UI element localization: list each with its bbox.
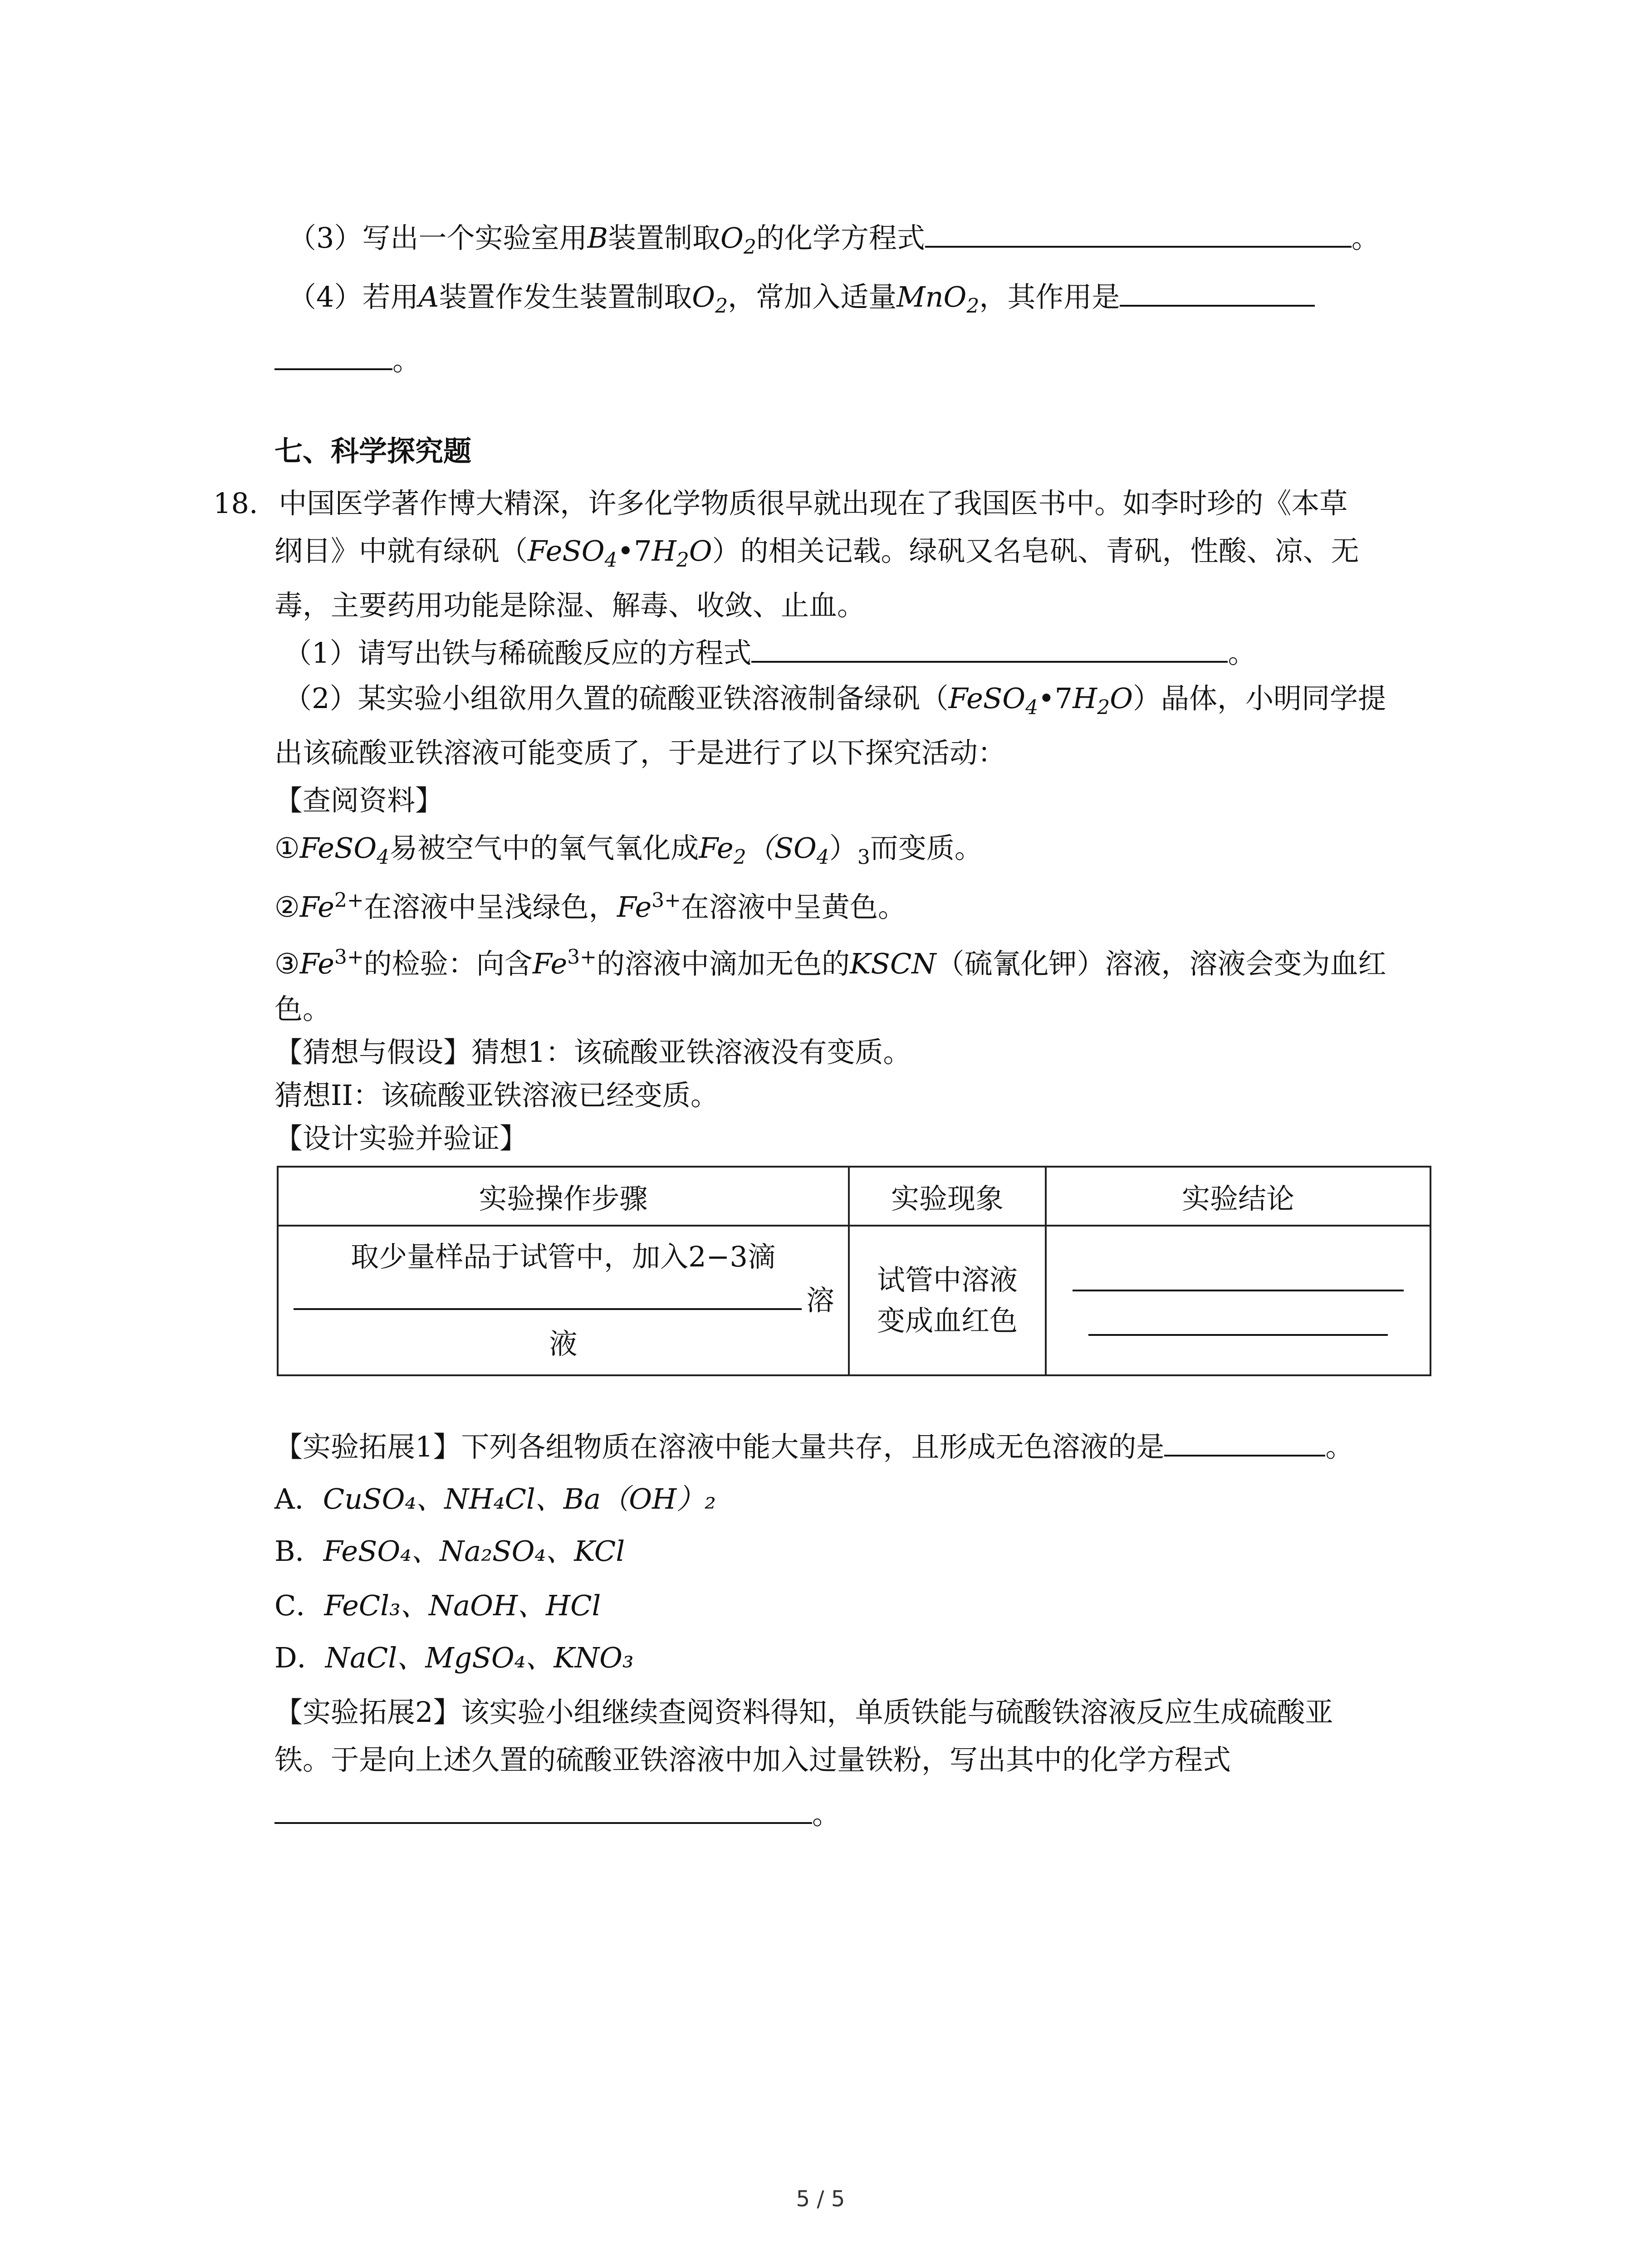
hypothesis-1: 【猜想与假设】猜想1：该硫酸亚铁溶液没有变质。	[274, 1036, 911, 1069]
q17-item3: （3）写出一个实验室用B装置制取$O_2$的化学方程式 。	[288, 221, 1380, 259]
page-number: 5 / 5	[796, 2186, 845, 2212]
option-c: C．FeCl₃、NaOH、HCl	[274, 1589, 601, 1622]
table-header: 实验现象	[849, 1167, 1046, 1226]
section-title: 七、科学探究题	[274, 435, 472, 468]
research-item-1: ①FeSO$_4$易被空气中的氧气氧化成$Fe_2(SO_4)_3$而变质。	[274, 831, 983, 869]
table-cell-step: 取少量样品于试管中，加入2−3滴 溶 液	[278, 1226, 849, 1375]
q18-part2-line2: 出该硫酸亚铁溶液可能变质了，于是进行了以下探究活动：	[274, 736, 1006, 769]
hypothesis-2: 猜想II：该硫酸亚铁溶液已经变质。	[274, 1079, 719, 1112]
table-header-row	[278, 1167, 1430, 1226]
research-item-3: $③Fe^{3+}$的检验：向含$Fe^{3+}$的溶液中滴加无色的KSCN（硫氰化钾）溶液，溶液会变为血红	[274, 945, 1386, 980]
table-header: 实验结论	[1046, 1167, 1430, 1226]
research-item-3-cont: 色。	[274, 992, 331, 1026]
research-title: 【查阅资料】	[274, 784, 444, 817]
answer-blank[interactable]	[1073, 1265, 1404, 1291]
answer-blank[interactable]	[1088, 1310, 1388, 1336]
q18-intro-line3: 毒，主要药用功能是除湿、解毒、收敛、止血。	[274, 589, 866, 622]
answer-blank[interactable]	[1120, 279, 1315, 307]
design-title: 【设计实验并验证】	[274, 1122, 528, 1155]
q18-intro-line1: 18. 中国医学著作博大精深，许多化学物质很早就出现在了我国医书中。如李时珍的《本草	[213, 487, 1348, 520]
answer-blank[interactable]	[925, 220, 1352, 248]
research-item-2: $②Fe^{2+}$在溶液中呈浅绿色，$Fe^{3+}$在溶液中呈黄色。	[274, 889, 906, 924]
option-b: B．FeSO₄、Na₂SO₄、KCl	[274, 1535, 625, 1568]
table-row	[278, 1226, 1430, 1375]
ext1-stem: 【实验拓展1】下列各组物质在溶液中能大量共存，且形成无色溶液的是 。	[274, 1430, 1354, 1463]
ext2-line1: 【实验拓展2】该实验小组继续查阅资料得知，单质铁能与硫酸铁溶液反应生成硫酸亚	[274, 1696, 1333, 1729]
ext2-line2: 铁。于是向上述久置的硫酸亚铁溶液中加入过量铁粉，写出其中的化学方程式	[274, 1743, 1231, 1776]
q17-item4-cont: 。	[274, 342, 421, 379]
table-cell-phenomenon: 试管中溶液 变成血红色	[849, 1226, 1046, 1375]
ext2-answer: 。	[274, 1796, 840, 1833]
table-header: 实验操作步骤	[278, 1167, 849, 1226]
q17-item4: （4）若用A装置作发生装置制取$O_2$，常加入适量MnO$_2$，其作用是	[288, 279, 1315, 315]
answer-blank[interactable]	[751, 635, 1228, 663]
q18-part2-line1: （2）某实验小组欲用久置的硫酸亚铁溶液制备绿矾$(FeSO_4•7H_2O)$晶体，小明同学提	[284, 682, 1386, 719]
option-d: D．NaCl、MgSO₄、KNO₃	[274, 1641, 634, 1674]
q18-intro-line2: 纲目》中就有绿矾$(FeSO_4•7H_2O)$的相关记载。绿矾又名皂矾、青矾，性酸、凉、无	[274, 534, 1359, 572]
option-a: A．CuSO₄、NH₄Cl、Ba（OH）₂	[274, 1482, 716, 1515]
answer-blank[interactable]	[294, 1283, 802, 1310]
question-number: 18.	[213, 487, 258, 520]
answer-blank[interactable]	[274, 343, 392, 370]
table-cell-conclusion	[1046, 1226, 1430, 1375]
answer-blank[interactable]	[1164, 1429, 1325, 1457]
experiment-table	[277, 1166, 1431, 1376]
answer-blank[interactable]	[274, 1797, 812, 1824]
q18-part1: （1）请写出铁与稀硫酸反应的方程式 。	[284, 636, 1256, 670]
